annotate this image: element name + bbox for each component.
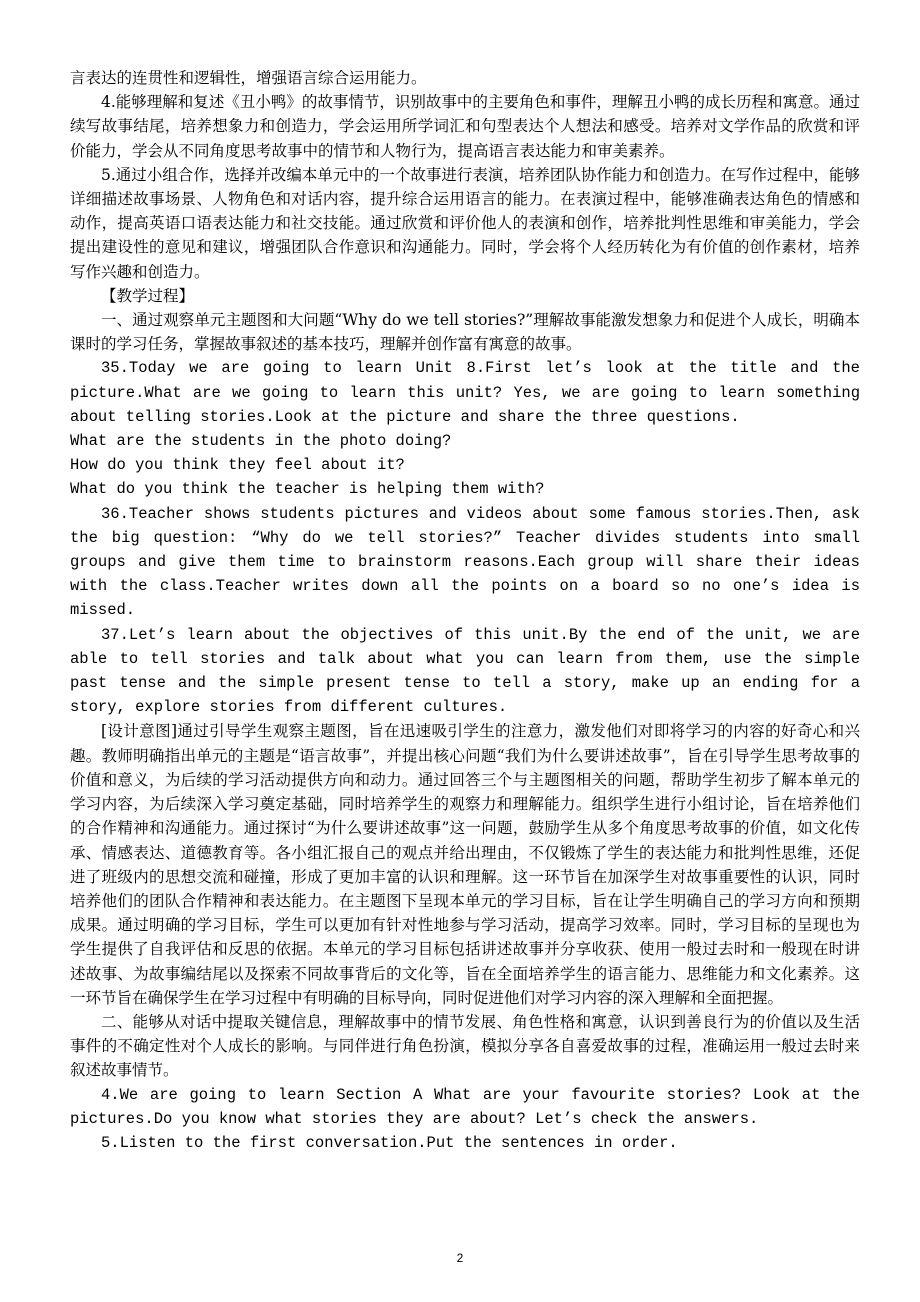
step-37: 37.Let’s learn about the objectives of this unit.By the end of the unit, we are able to tell stories and talk about what you can learn from them, use the simple past tense and the simple present tense to tell a story, make up an ending for a story, explore stories from different cultures. <box>70 625 860 717</box>
step-2-intro: 二、能够从对话中提取关键信息，理解故事中的情节发展、角色性格和寓意，认识到善良行为的价值以及生活事件的不确定性对个人成长的影响。与同伴进行角色扮演，模拟分享各自喜爱故事的过程，准确运用一般过去时来叙述故事情节。 <box>70 1012 860 1080</box>
step-35: 35.Today we are going to learn Unit 8.First let’s look at the title and the picture.What are we going to learn this unit? Yes, we are going to learn something about telling stories.Look at the picture and share the three questions. <box>70 359 860 426</box>
question-3: What do you think the teacher is helping them with? <box>70 480 545 499</box>
section-heading-teaching-process: 【教学过程】 <box>101 286 195 305</box>
paragraph-continuation: 言表达的连贯性和逻辑性，增强语言综合运用能力。 <box>70 69 427 87</box>
step-5: 5.Listen to the first conversation.Put the sentences in order. <box>101 1133 678 1152</box>
step-4: 4.We are going to learn Section A What are your favourite stories? Look at the pictures.Do you know what stories they are about? Let’s check the answers. <box>70 1085 860 1128</box>
design-intent: [设计意图]通过引导学生观察主题图，旨在迅速吸引学生的注意力，激发他们对即将学习的内容的好奇心和兴趣。教师明确指出单元的主题是“语言故事”，并提出核心问题“我们为什么要讲述故事”，旨在引导学生思考故事的价值和意义，为后续的学习活动提供方向和动力。通过回答三个与主题图相关的问题，帮助学生初步了解本单元的学习内容，为后续深入学习奠定基础，同时培养学生的观察力和理解能力。组织学生进行小组讨论，旨在培养他们的合作精神和沟通能力。通过探讨“为什么要讲述故事”这一问题，鼓励学生从多个角度思考故事的价值，如文化传承、情感表达、道德教育等。各小组汇报自己的观点并给出理由，不仅锻炼了学生的表达能力和批判性思维，还促进了班级内的思想交流和碰撞，形成了更加丰富的认识和理解。这一环节旨在加深学生对故事重要性的认识，同时培养他们的团队合作精神和表达能力。在主题图下呈现本单元的学习目标，旨在让学生明确自己的学习方向和预期成果。通过明确的学习目标，学生可以更加有针对性地参与学习活动，提高学习效率。同时，学习目标的呈现也为学生提供了自我评估和反思的依据。本单元的学习目标包括讲述故事并分享收获、使用一般过去时和一般现在时讲述故事、为故事编结尾以及探索不同故事背后的文化等，旨在全面培养学生的语言能力、思维能力和文化素养。这一环节旨在确保学生在学习过程中有明确的目标导向，同时促进他们对学习内容的深入理解和全面把握。 <box>70 722 860 1007</box>
page-number: 2 <box>456 1251 464 1265</box>
question-2: How do you think they feel about it? <box>70 456 405 475</box>
question-1: What are the students in the photo doing? <box>70 432 452 451</box>
step-1-intro: 一、通过观察单元主题图和大问题“Why do we tell stories?”理解故事能激发想象力和促进个人成长，明确本课时的学习任务，掌握故事叙述的基本技巧，理解并创作富有寓意的故事。 <box>70 311 860 354</box>
document-page <box>70 66 860 1155</box>
objective-4: 4.能够理解和复述《丑小鸭》的故事情节，识别故事中的主要角色和事件，理解丑小鸭的成长历程和寓意。通过续写故事结尾，培养想象力和创造力，学会运用所学词汇和句型表达个人想法和感受。培养对文学作品的欣赏和评价能力，学会从不同角度思考故事中的情节和人物行为，提高语言表达能力和审美素养。 <box>70 93 860 160</box>
step-36: 36.Teacher shows students pictures and videos about some famous stories.Then, ask the big question: “Why do we tell stories?” Teacher divides students into small groups and give them time to brainstorm reasons.Each group will share their ideas with the class.Teacher writes down all the points on a board so no one’s idea is missed. <box>70 504 860 620</box>
objective-5: 5.通过小组合作，选择并改编本单元中的一个故事进行表演，培养团队协作能力和创造力。在写作过程中，能够详细描述故事场景、人物角色和对话内容，提升综合运用语言的能力。在表演过程中，能够准确表达角色的情感和动作，提高英语口语表达能力和社交技能。通过欣赏和评价他人的表演和创作，培养批判性思维和审美能力，学会提出建设性的意见和建议，增强团队合作意识和沟通能力。同时，学会将个人经历转化为有价值的创作素材，培养写作兴趣和创造力。 <box>70 165 860 281</box>
